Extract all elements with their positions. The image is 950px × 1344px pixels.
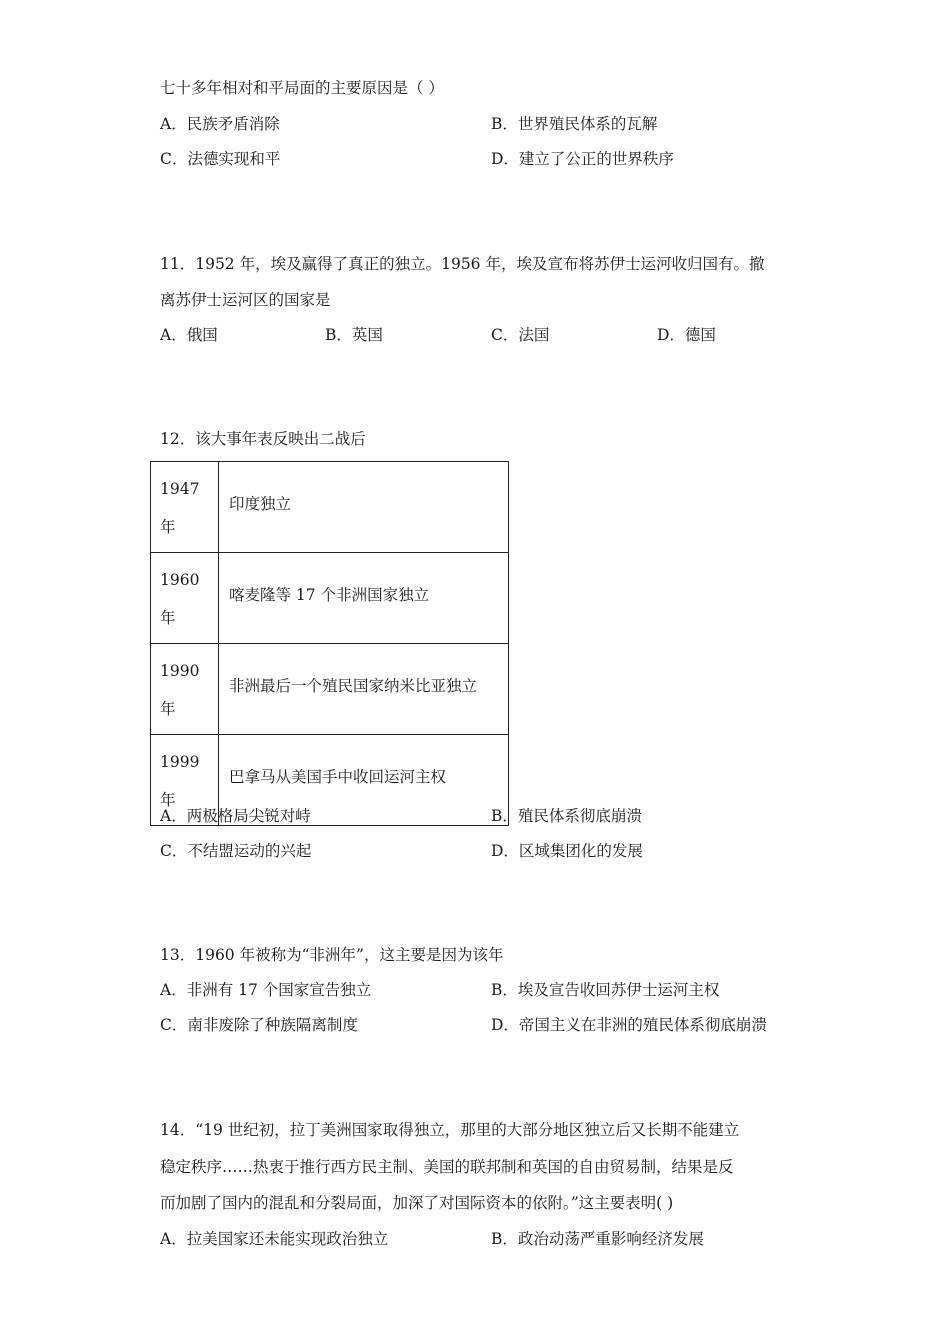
q10-option-b[interactable]: B．世界殖民体系的瓦解 <box>491 115 658 133</box>
table-event-cell <box>219 462 509 553</box>
table-year-cell: 1990 年 <box>151 644 219 735</box>
q11-option-b[interactable]: B．英国 <box>325 326 383 344</box>
q12-option-c[interactable]: C．不结盟运动的兴起 <box>160 842 312 860</box>
table-event-text: 非洲最后一个殖民国家纳米比亚独立 <box>229 677 478 695</box>
table-event-text: 印度独立 <box>229 495 292 513</box>
q14-stem-line3: 而加剧了国内的混乱和分裂局面，加深了对国际资本的依附。”这主要表明( ) <box>160 1194 674 1212</box>
q13-option-c[interactable]: C．南非废除了种族隔离制度 <box>160 1016 358 1034</box>
q12-option-b[interactable]: B．殖民体系彻底崩溃 <box>491 807 642 825</box>
q11-option-d[interactable]: D．德国 <box>657 326 716 344</box>
q10-option-d[interactable]: D．建立了公正的世界秩序 <box>491 150 674 168</box>
table-year-cell: 1999 年 <box>151 735 219 826</box>
q10-option-a[interactable]: A．民族矛盾消除 <box>160 115 280 133</box>
q14-stem-line2: 稳定秩序……热衷于推行西方民主制、美国的联邦制和英国的自由贸易制，结果是反 <box>160 1158 734 1176</box>
chronology-table <box>150 461 509 826</box>
q11-stem-line2: 离苏伊士运河区的国家是 <box>160 291 331 309</box>
table-event-text: 喀麦隆等 17 个非洲国家独立 <box>229 586 430 604</box>
table-row <box>151 462 509 553</box>
q12-option-a[interactable]: A．两极格局尖锐对峙 <box>160 807 311 825</box>
q13-option-b[interactable]: B．埃及宣告收回苏伊士运河主权 <box>491 981 720 999</box>
q13-option-a[interactable]: A．非洲有 17 个国家宣告独立 <box>160 981 372 999</box>
table-event-cell <box>219 644 509 735</box>
q14-option-b[interactable]: B．政治动荡严重影响经济发展 <box>491 1230 704 1248</box>
table-year-cell: 1960 年 <box>151 553 219 644</box>
q14-option-a[interactable]: A．拉美国家还未能实现政治独立 <box>160 1230 389 1248</box>
table-event-text: 巴拿马从美国手中收回运河主权 <box>229 768 447 786</box>
q12-option-d[interactable]: D．区域集团化的发展 <box>491 842 643 860</box>
table-row <box>151 644 509 735</box>
q13-stem: 13．1960 年被称为“非洲年”，这主要是因为该年 <box>160 946 504 964</box>
q10-stem: 七十多年相对和平局面的主要原因是（ ） <box>160 79 444 97</box>
q13-option-d[interactable]: D．帝国主义在非洲的殖民体系彻底崩溃 <box>491 1016 767 1034</box>
table-row <box>151 553 509 644</box>
table-year-cell: 1947 年 <box>151 462 219 553</box>
q12-stem: 12．该大事年表反映出二战后 <box>160 430 366 448</box>
q14-stem-line1: 14．“19 世纪初，拉丁美洲国家取得独立，那里的大部分地区独立后又长期不能建立 <box>160 1121 740 1139</box>
table-event-cell <box>219 553 509 644</box>
q11-option-c[interactable]: C．法国 <box>491 326 550 344</box>
q11-stem-line1: 11．1952 年，埃及赢得了真正的独立。1956 年，埃及宣布将苏伊士运河收归国有。撤 <box>160 255 765 273</box>
q10-option-c[interactable]: C．法德实现和平 <box>160 150 281 168</box>
q11-option-a[interactable]: A．俄国 <box>160 326 218 344</box>
